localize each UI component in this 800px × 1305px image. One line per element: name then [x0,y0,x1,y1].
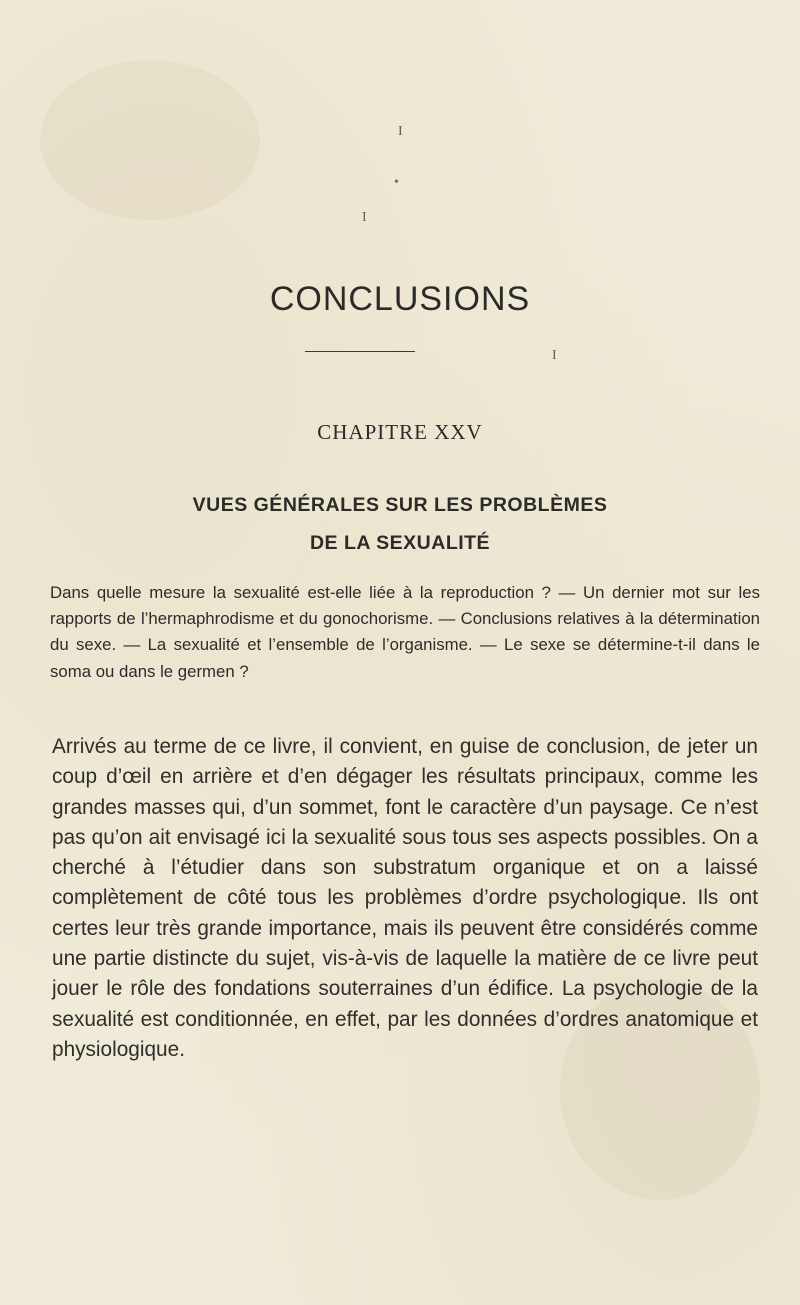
print-mark: I [552,348,557,363]
chapter-summary: Dans quelle mesure la sexualité est-elle liée à la reproduction ? — Un dernier mot sur les rapports de l’hermaphrodisme et du gonochorisme. — Conclusions relatives à la détermination du sexe. — La sexualité et l’ensemble de l’organisme. — Le sexe se détermine-t-il dans le soma ou dans le germen ? [50,583,760,681]
chapter-subtitle-line: DE LA SEXUALITÉ [309,532,491,554]
body-paragraph: Arrivés au terme de ce livre, il convient, en guise de conclusion, de jeter un coup d’œil en arrière et d’en dégager les résultats principaux, comme les grandes masses qui, d’un sommet, font le caractère d’un paysage. Ce n’est pas qu’on ait envisagé ici la sexualité sous tous ses aspects possibles. On a cherché à l’étudier dans son substratum organique et on a laissé complètement de côté tous les problèmes d’ordre psychologique. Ils ont certes leur très grande importance, mais ils peuvent être considérés comme une partie distincte du sujet, vis-à-vis de laquelle la matière de ce livre peut jouer le rôle des fondations souterraines d’un édifice. La psychologie de la sexualité est conditionnée, en effet, par les données d’ordres anatomique et physiologique. [52,735,758,1061]
chapter-subtitle-line: VUES GÉNÉRALES SUR LES PROBLÈMES [192,494,608,516]
page-title: CONCLUSIONS [269,280,531,318]
print-mark: • [394,175,399,190]
print-mark: I [362,210,367,225]
title-divider [305,351,415,352]
print-mark: I [398,124,403,139]
paper-stain [40,60,260,220]
chapter-heading: CHAPITRE XXV [317,420,483,444]
